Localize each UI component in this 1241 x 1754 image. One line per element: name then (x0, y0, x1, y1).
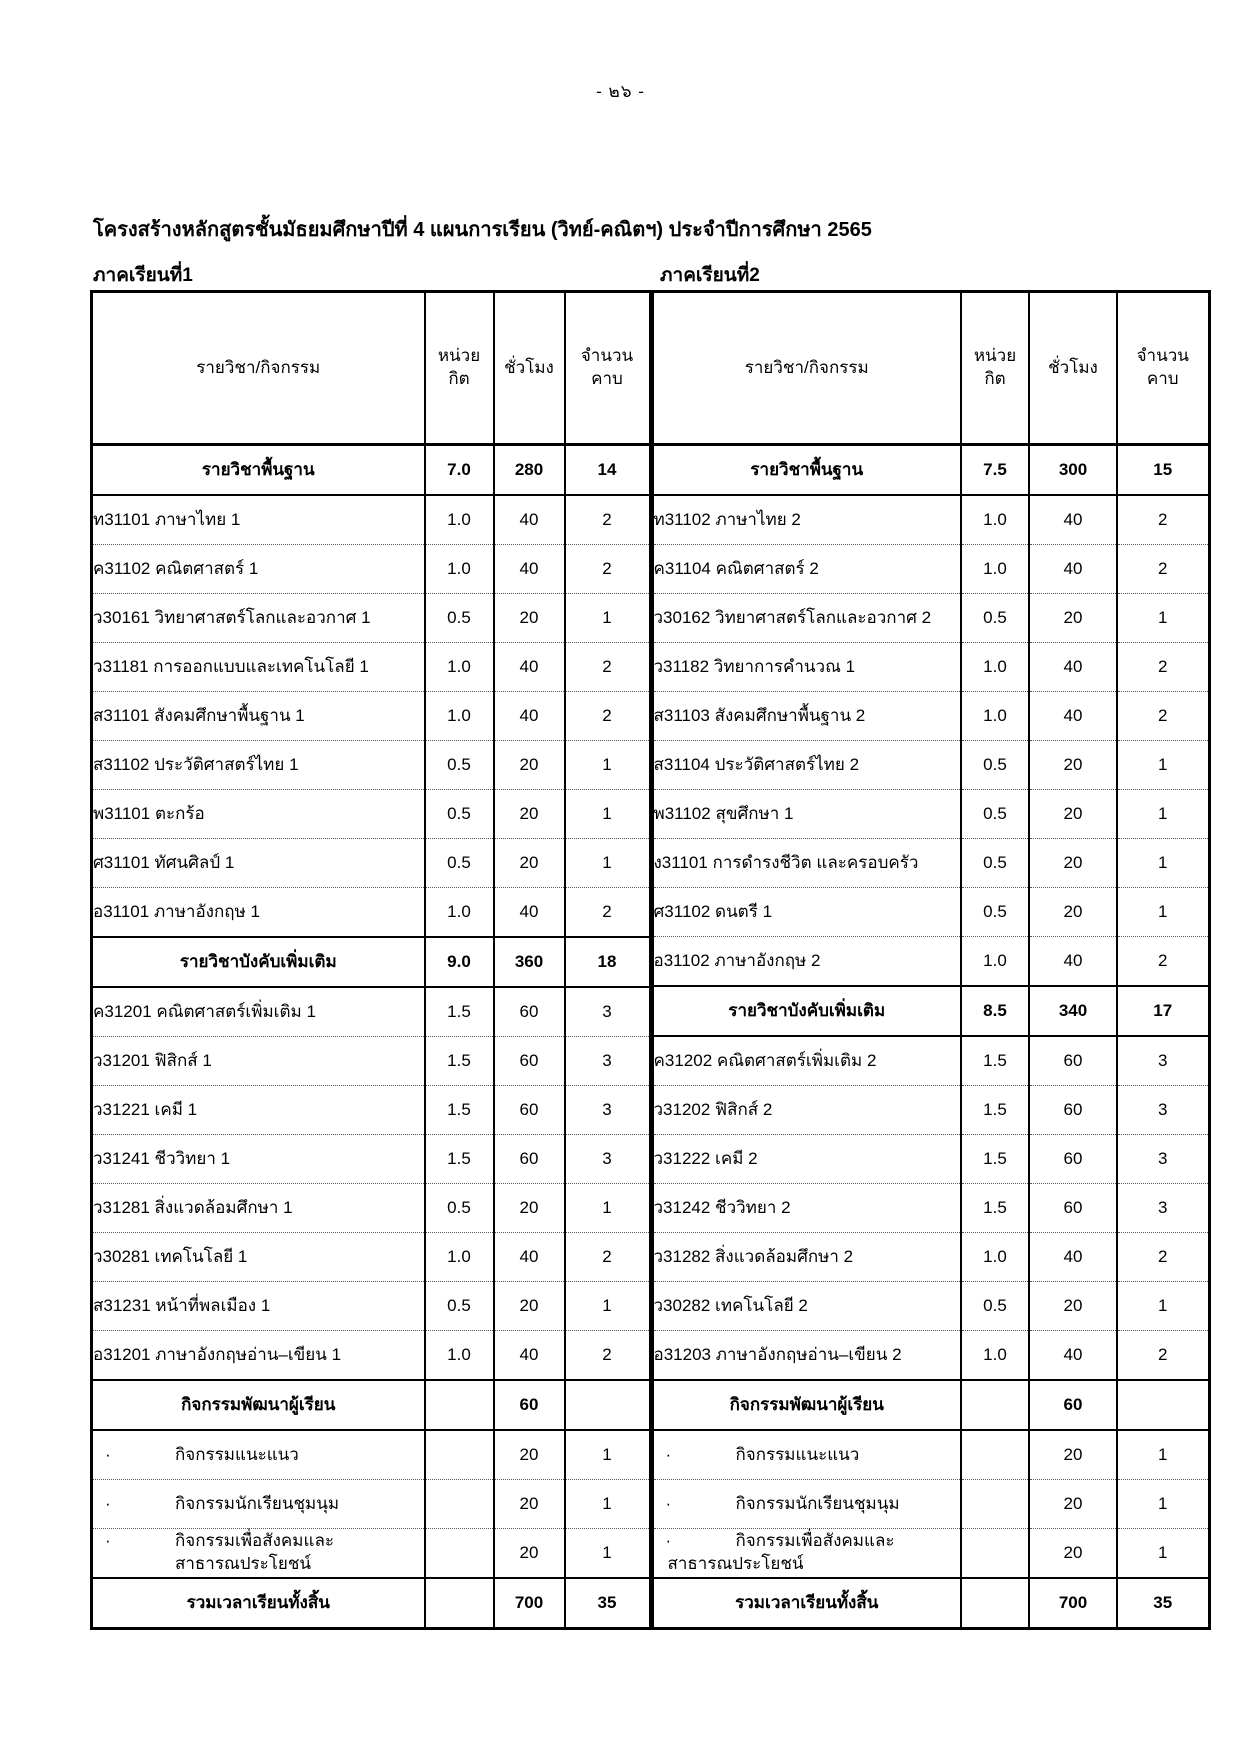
subject-label-cell: ศ31102 ดนตรี 1 (652, 888, 961, 937)
subject-row (652, 1135, 1209, 1184)
section-row (92, 445, 650, 496)
hours-cell: 40 (1029, 692, 1117, 741)
subject-label-cell: ส31231 หน้าที่พลเมือง 1 (92, 1282, 425, 1331)
credit-cell: 1.0 (425, 545, 494, 594)
periods-cell: 2 (565, 1331, 650, 1381)
credit-cell: 1.0 (961, 1331, 1029, 1381)
section-row (92, 1380, 650, 1430)
hours-cell: 20 (494, 741, 565, 790)
credit-cell (961, 1578, 1029, 1629)
subject-label-cell: อ31101 ภาษาอังกฤษ 1 (92, 888, 425, 938)
credit-cell: 1.0 (425, 643, 494, 692)
periods-cell (565, 1380, 650, 1430)
credit-cell (425, 1578, 494, 1629)
activity-row (652, 1529, 1209, 1579)
hours-cell: 20 (1029, 888, 1117, 937)
credit-cell (961, 1480, 1029, 1529)
col-header-periods-line1: จำนวน (1136, 346, 1189, 366)
hours-cell: 20 (1029, 790, 1117, 839)
activity-line (665, 1530, 961, 1553)
subject-label-cell: ว31242 ชีววิทยา 2 (652, 1184, 961, 1233)
periods-cell: 2 (565, 1233, 650, 1282)
subject-label-cell: กิจกรรมพัฒนาผู้เรียน (92, 1380, 425, 1430)
periods-cell: 3 (565, 1135, 650, 1184)
credit-cell: 1.0 (425, 495, 494, 545)
credit-cell: 1.0 (961, 643, 1029, 692)
subject-row (92, 1037, 650, 1086)
bullet-icon: · (105, 1444, 111, 1464)
credit-cell: 7.5 (961, 445, 1029, 496)
credit-cell: 0.5 (961, 888, 1029, 937)
hours-cell: 60 (1029, 1380, 1117, 1430)
subject-row (92, 545, 650, 594)
credit-cell: 0.5 (961, 1282, 1029, 1331)
total-row (652, 1578, 1209, 1629)
subject-row (92, 643, 650, 692)
periods-cell: 2 (565, 495, 650, 545)
section-row (652, 986, 1209, 1036)
subject-row (652, 888, 1209, 937)
periods-cell: 2 (1117, 643, 1209, 692)
subject-label-cell: ว31282 สิ่งแวดล้อมศึกษา 2 (652, 1233, 961, 1282)
subject-row (652, 1036, 1209, 1086)
credit-cell: 1.0 (961, 495, 1029, 545)
bullet-icon: · (665, 1531, 672, 1551)
hours-cell: 20 (1029, 741, 1117, 790)
col-header-credit (961, 292, 1029, 445)
hours-cell: 300 (1029, 445, 1117, 496)
periods-cell: 1 (565, 1184, 650, 1233)
credit-cell: 0.5 (425, 1184, 494, 1233)
subject-row (652, 790, 1209, 839)
hours-cell: 20 (1029, 594, 1117, 643)
hours-cell: 60 (494, 987, 565, 1037)
activity-line (107, 1493, 424, 1516)
hours-cell: 20 (1029, 1480, 1117, 1529)
activity-row (92, 1529, 650, 1579)
subject-row (652, 594, 1209, 643)
activity-label: กิจกรรมเพื่อสังคมและ (735, 1531, 895, 1551)
subject-label-cell (652, 1430, 961, 1480)
periods-cell: 2 (565, 643, 650, 692)
subject-label-cell: ว31221 เคมี 1 (92, 1086, 425, 1135)
col-header-periods (565, 292, 650, 445)
subject-row (652, 839, 1209, 888)
periods-cell: 1 (1117, 839, 1209, 888)
hours-cell: 40 (1029, 545, 1117, 594)
page-number: - ๒๖ - (596, 82, 645, 101)
credit-cell: 1.5 (961, 1135, 1029, 1184)
subject-label-cell: ท31102 ภาษาไทย 2 (652, 495, 961, 545)
subject-label-cell: ว30162 วิทยาศาสตร์โลกและอวกาศ 2 (652, 594, 961, 643)
hours-cell: 40 (494, 692, 565, 741)
col-header-hours (494, 292, 565, 445)
subject-label-cell: รายวิชาบังคับเพิ่มเติม (652, 986, 961, 1036)
hours-cell: 340 (1029, 986, 1117, 1036)
hours-cell: 20 (494, 1184, 565, 1233)
subject-row (92, 839, 650, 888)
periods-cell: 2 (1117, 1331, 1209, 1381)
periods-cell: 1 (565, 1430, 650, 1480)
hours-cell: 40 (1029, 1233, 1117, 1282)
subject-row (652, 1184, 1209, 1233)
subject-row (92, 1184, 650, 1233)
hours-cell: 20 (494, 1282, 565, 1331)
periods-cell: 1 (1117, 888, 1209, 937)
subject-label-cell: รายวิชาพื้นฐาน (92, 445, 425, 496)
subject-label-cell: ว31202 ฟิสิกส์ 2 (652, 1086, 961, 1135)
periods-cell: 1 (1117, 1480, 1209, 1529)
credit-cell: 1.5 (425, 1135, 494, 1184)
subject-label-cell: ส31101 สังคมศึกษาพื้นฐาน 1 (92, 692, 425, 741)
subject-label-cell (652, 1529, 961, 1579)
subject-label-cell: อ31102 ภาษาอังกฤษ 2 (652, 937, 961, 987)
activity-row (92, 1430, 650, 1480)
subject-row (652, 1086, 1209, 1135)
credit-cell: 0.5 (961, 741, 1029, 790)
total-row (92, 1578, 650, 1629)
activity-label: กิจกรรมนักเรียนชุมนุม (735, 1493, 900, 1513)
credit-cell: 1.5 (425, 987, 494, 1037)
credit-cell: 0.5 (425, 741, 494, 790)
credit-cell: 0.5 (425, 839, 494, 888)
periods-cell: 3 (565, 1037, 650, 1086)
periods-cell: 1 (565, 1480, 650, 1529)
hours-cell: 60 (1029, 1184, 1117, 1233)
credit-cell: 9.0 (425, 937, 494, 987)
periods-cell: 3 (1117, 1086, 1209, 1135)
subject-row (92, 495, 650, 545)
subject-label-cell: รวมเวลาเรียนทั้งสิ้น (92, 1578, 425, 1629)
credit-cell: 0.5 (961, 790, 1029, 839)
credit-cell (425, 1480, 494, 1529)
activity-label: กิจกรรมแนะแนว (175, 1444, 299, 1464)
activity-row (652, 1480, 1209, 1529)
hours-cell: 40 (494, 643, 565, 692)
credit-cell: 1.0 (961, 937, 1029, 987)
hours-cell: 20 (494, 1430, 565, 1480)
credit-cell (425, 1430, 494, 1480)
periods-cell: 3 (1117, 1135, 1209, 1184)
subject-label-cell: ส31103 สังคมศึกษาพื้นฐาน 2 (652, 692, 961, 741)
subject-label-cell: ว30282 เทคโนโลยี 2 (652, 1282, 961, 1331)
subject-label-cell (92, 1430, 425, 1480)
subject-label-cell: รายวิชาพื้นฐาน (652, 445, 961, 496)
hours-cell: 20 (494, 594, 565, 643)
col-header-subject-text: รายวิชา/กิจกรรม (744, 357, 869, 377)
hours-cell: 60 (1029, 1036, 1117, 1086)
periods-cell: 3 (1117, 1036, 1209, 1086)
credit-cell (961, 1380, 1029, 1430)
col-header-periods (1117, 292, 1209, 445)
subject-label-cell: พ31101 ตะกร้อ (92, 790, 425, 839)
col-header-subject (92, 292, 425, 445)
periods-cell: 2 (1117, 937, 1209, 987)
hours-cell: 40 (1029, 643, 1117, 692)
semester2-table (651, 290, 1211, 1630)
subject-row (92, 888, 650, 938)
periods-cell: 3 (565, 987, 650, 1037)
subject-label-cell: ค31102 คณิตศาสตร์ 1 (92, 545, 425, 594)
periods-cell: 1 (1117, 1529, 1209, 1579)
col-header-hours (1029, 292, 1117, 445)
subject-label-cell (652, 1480, 961, 1529)
periods-cell: 1 (565, 790, 650, 839)
hours-cell: 60 (1029, 1086, 1117, 1135)
subject-row (92, 692, 650, 741)
col-header-credit (425, 292, 494, 445)
curriculum-tables (90, 290, 1211, 1630)
activity-label: กิจกรรมนักเรียนชุมนุม (175, 1493, 340, 1513)
periods-cell: 1 (565, 839, 650, 888)
subject-label-cell: อ31203 ภาษาอังกฤษอ่าน–เขียน 2 (652, 1331, 961, 1381)
periods-cell: 1 (1117, 790, 1209, 839)
hours-cell: 40 (1029, 1331, 1117, 1381)
periods-cell: 1 (1117, 1282, 1209, 1331)
periods-cell: 18 (565, 937, 650, 987)
subject-label-cell: กิจกรรมพัฒนาผู้เรียน (652, 1380, 961, 1430)
periods-cell: 1 (565, 1282, 650, 1331)
hours-cell: 20 (1029, 1282, 1117, 1331)
subject-label-cell: ว30161 วิทยาศาสตร์โลกและอวกาศ 1 (92, 594, 425, 643)
periods-cell: 1 (1117, 1430, 1209, 1480)
subject-label-cell: ว31182 วิทยาการคำนวณ 1 (652, 643, 961, 692)
periods-cell: 2 (565, 545, 650, 594)
hours-cell: 280 (494, 445, 565, 496)
periods-cell: 15 (1117, 445, 1209, 496)
activity-line (665, 1493, 961, 1516)
subject-label-cell: ว31241 ชีววิทยา 1 (92, 1135, 425, 1184)
credit-cell (425, 1529, 494, 1579)
periods-cell: 3 (1117, 1184, 1209, 1233)
credit-cell (425, 1380, 494, 1430)
hours-cell: 700 (494, 1578, 565, 1629)
subject-row (652, 937, 1209, 987)
subject-row (652, 643, 1209, 692)
subject-label-cell: ว31181 การออกแบบและเทคโนโลยี 1 (92, 643, 425, 692)
subject-label-cell: ส31102 ประวัติศาสตร์ไทย 1 (92, 741, 425, 790)
subject-row (652, 1233, 1209, 1282)
credit-cell: 1.0 (425, 888, 494, 938)
periods-cell: 1 (565, 1529, 650, 1579)
hours-cell: 40 (494, 888, 565, 938)
subject-row (652, 741, 1209, 790)
activity-line (107, 1444, 424, 1467)
section-row (652, 1380, 1209, 1430)
periods-cell: 1 (1117, 741, 1209, 790)
credit-cell: 1.5 (961, 1184, 1029, 1233)
subject-row (92, 987, 650, 1037)
credit-cell: 0.5 (425, 594, 494, 643)
subject-row (92, 790, 650, 839)
col-header-subject-text: รายวิชา/กิจกรรม (196, 357, 321, 377)
periods-cell: 1 (565, 594, 650, 643)
subject-row (652, 1331, 1209, 1381)
hours-cell: 60 (494, 1086, 565, 1135)
subject-row (652, 545, 1209, 594)
hours-cell: 40 (494, 1331, 565, 1381)
col-header-credit-line2: กิต (448, 369, 470, 388)
section-row (652, 445, 1209, 496)
credit-cell: 1.5 (961, 1086, 1029, 1135)
periods-cell: 3 (565, 1086, 650, 1135)
credit-cell (961, 1529, 1029, 1579)
hours-cell: 20 (1029, 839, 1117, 888)
credit-cell: 7.0 (425, 445, 494, 496)
credit-cell (961, 1430, 1029, 1480)
hours-cell: 360 (494, 937, 565, 987)
subject-label-cell (92, 1480, 425, 1529)
activity-row (92, 1480, 650, 1529)
subject-row (92, 1282, 650, 1331)
periods-cell: 2 (1117, 545, 1209, 594)
periods-cell: 17 (1117, 986, 1209, 1036)
col-header-hours-text: ชั่วโมง (1048, 357, 1098, 377)
header-row (652, 292, 1209, 445)
periods-cell: 2 (1117, 692, 1209, 741)
credit-cell: 0.5 (961, 839, 1029, 888)
bullet-icon: · (105, 1531, 111, 1551)
subject-row (652, 1282, 1209, 1331)
subject-label-cell: ว30281 เทคโนโลยี 1 (92, 1233, 425, 1282)
col-header-credit-line1: หน่วย (437, 346, 481, 366)
subject-row (652, 692, 1209, 741)
subject-label-cell: ว31281 สิ่งแวดล้อมศึกษา 1 (92, 1184, 425, 1233)
subject-label-cell: ว31201 ฟิสิกส์ 1 (92, 1037, 425, 1086)
header-row (92, 292, 650, 445)
credit-cell: 1.0 (961, 545, 1029, 594)
subject-label-cell: ว31222 เคมี 2 (652, 1135, 961, 1184)
hours-cell: 20 (494, 1529, 565, 1579)
hours-cell: 40 (1029, 937, 1117, 987)
hours-cell: 20 (494, 1480, 565, 1529)
activity-label: กิจกรรมเพื่อสังคมและสาธารณประโยชน์ (175, 1531, 335, 1573)
hours-cell: 20 (494, 839, 565, 888)
col-header-periods-line2: คาบ (591, 369, 623, 388)
subject-label-cell: ค31201 คณิตศาสตร์เพิ่มเติม 1 (92, 987, 425, 1037)
credit-cell: 1.0 (425, 1233, 494, 1282)
hours-cell: 60 (494, 1135, 565, 1184)
subject-label-cell: ท31101 ภาษาไทย 1 (92, 495, 425, 545)
credit-cell: 0.5 (961, 594, 1029, 643)
periods-cell: 1 (565, 741, 650, 790)
hours-cell: 60 (494, 1037, 565, 1086)
periods-cell: 35 (1117, 1578, 1209, 1629)
periods-cell: 2 (565, 692, 650, 741)
subject-label-cell: รายวิชาบังคับเพิ่มเติม (92, 937, 425, 987)
col-header-periods-line1: จำนวน (580, 346, 634, 366)
activity-line (665, 1444, 961, 1467)
subject-label-cell (92, 1529, 425, 1579)
credit-cell: 1.0 (425, 692, 494, 741)
hours-cell: 60 (494, 1380, 565, 1430)
hours-cell: 40 (494, 545, 565, 594)
semester1-label: ภาคเรียนที่1 (93, 265, 193, 286)
subject-label-cell: พ31102 สุขศึกษา 1 (652, 790, 961, 839)
subject-row (92, 1233, 650, 1282)
subject-label-cell: รวมเวลาเรียนทั้งสิ้น (652, 1578, 961, 1629)
subject-row (92, 1135, 650, 1184)
credit-cell: 0.5 (425, 1282, 494, 1331)
credit-cell: 1.0 (961, 1233, 1029, 1282)
bullet-icon: · (665, 1493, 672, 1513)
col-header-hours-text: ชั่วโมง (504, 357, 554, 377)
semester2-label: ภาคเรียนที่2 (660, 265, 760, 286)
section-row (92, 937, 650, 987)
credit-cell: 1.0 (961, 692, 1029, 741)
periods-cell: 2 (565, 888, 650, 938)
hours-cell: 60 (1029, 1135, 1117, 1184)
activity-line (107, 1530, 424, 1576)
periods-cell: 35 (565, 1578, 650, 1629)
col-header-credit-line1: หน่วย (973, 346, 1017, 366)
col-header-periods-line2: คาบ (1146, 369, 1179, 388)
periods-cell: 14 (565, 445, 650, 496)
subject-row (92, 1086, 650, 1135)
subject-row (92, 741, 650, 790)
periods-cell: 2 (1117, 1233, 1209, 1282)
hours-cell: 40 (494, 1233, 565, 1282)
col-header-subject (652, 292, 961, 445)
hours-cell: 40 (1029, 495, 1117, 545)
subject-row (92, 1331, 650, 1381)
credit-cell: 1.5 (961, 1036, 1029, 1086)
col-header-credit-line2: กิต (984, 369, 1006, 388)
periods-cell (1117, 1380, 1209, 1430)
credit-cell: 8.5 (961, 986, 1029, 1036)
hours-cell: 20 (494, 790, 565, 839)
credit-cell: 1.0 (425, 1331, 494, 1381)
credit-cell: 0.5 (425, 790, 494, 839)
activity-row (652, 1430, 1209, 1480)
activity-label-continued: สาธารณประโยชน์ (667, 1554, 804, 1573)
hours-cell: 20 (1029, 1430, 1117, 1480)
bullet-icon: · (665, 1444, 672, 1464)
hours-cell: 700 (1029, 1578, 1117, 1629)
credit-cell: 1.5 (425, 1037, 494, 1086)
credit-cell: 1.5 (425, 1086, 494, 1135)
subject-label-cell: อ31201 ภาษาอังกฤษอ่าน–เขียน 1 (92, 1331, 425, 1381)
subject-label-cell: ง31101 การดำรงชีวิต และครอบครัว (652, 839, 961, 888)
hours-cell: 40 (494, 495, 565, 545)
periods-cell: 2 (1117, 495, 1209, 545)
hours-cell: 20 (1029, 1529, 1117, 1579)
subject-label-cell: ศ31101 ทัศนศิลป์ 1 (92, 839, 425, 888)
bullet-icon: · (105, 1493, 111, 1513)
activity-label: กิจกรรมแนะแนว (735, 1444, 860, 1464)
subject-row (652, 495, 1209, 545)
subject-row (92, 594, 650, 643)
semester1-table (90, 290, 651, 1630)
subject-label-cell: ค31104 คณิตศาสตร์ 2 (652, 545, 961, 594)
subject-label-cell: ค31202 คณิตศาสตร์เพิ่มเติม 2 (652, 1036, 961, 1086)
subject-label-cell: ส31104 ประวัติศาสตร์ไทย 2 (652, 741, 961, 790)
periods-cell: 1 (1117, 594, 1209, 643)
document-title: โครงสร้างหลักสูตรชั้นมัธยมศึกษาปีที่ 4 แผนการเรียน (วิทย์-คณิตฯ) ประจำปีการศึกษา 2565 (93, 219, 872, 241)
